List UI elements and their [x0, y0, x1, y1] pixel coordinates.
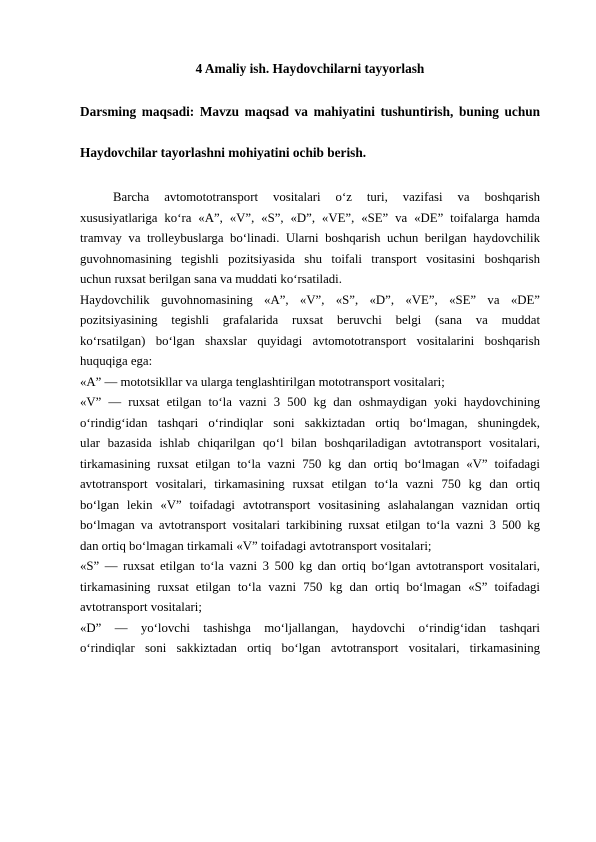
paragraph-line: guvohnomasining tegishli pozitsiyasida shu toifali transport vositasini boshqarish — [80, 251, 540, 266]
paragraph-line: «S” — ruxsat etilgan to‘la vazni 3 500 kg dan ortiq bo‘lgan avtotransport vositalari, — [80, 559, 540, 573]
paragraph-line: huquqiga ega: — [80, 354, 153, 368]
paragraph-line: avtotransport vositalari, tirkamasining ruxsat etilgan to‘la vazni 750 kg dan ortiq — [80, 477, 540, 491]
paragraph-line: uchun ruxsat berilgan sana va muddati ko‘rsatiladi. — [80, 272, 342, 286]
paragraph-line: tirkamasining ruxsat etilgan to‘la vazni 750 kg dan ortiq bo‘lmagan «S” toifadagi — [80, 579, 540, 594]
paragraph-line: xususiyatlariga ko‘ra «A”, «V”, «S”, «D”, «VE”, «SE” va «DE” toifalarga hamda — [80, 210, 540, 225]
paragraph-line: Barcha avtomototransport vositalari o‘z turi, vazifasi va boshqarish — [113, 190, 540, 204]
paragraph-line: «A” — mototsikllar va ularga tenglashtirilgan mototransport vositalari; — [80, 374, 445, 389]
body-text — [80, 187, 540, 659]
paragraph-line: dan ortiq bo‘lmagan tirkamali «V” toifadagi avtotransport vositalari; — [80, 538, 432, 553]
paragraph-line: ko‘rsatilgan) bo‘lgan shaxslar quyidagi avtomototransport vositalarini boshqarish — [80, 333, 540, 348]
page-title: 4 Amaliy ish. Haydovchilarni tayyorlash — [195, 61, 425, 76]
paragraph-line: tirkamasining ruxsat etilgan to‘la vazni 750 kg dan ortiq bo‘lmagan «V” toifadagi — [80, 456, 540, 471]
paragraph-line: avtotransport vositalari; — [80, 600, 202, 614]
paragraph-line: Haydovchilik guvohnomasining «A”, «V”, «S”, «D”, «VE”, «SE” va «DE” — [80, 292, 540, 307]
paragraph-line: ular bazasida ishlab chiqarilgan qo‘l bilan boshqariladigan avtotransport vositalari, — [80, 436, 540, 450]
paragraph-line: bo‘lmagan va avtotransport vositalari tarkibining ruxsat etilgan to‘la vazni 3 500 kg — [80, 518, 540, 532]
paragraph-line: «V” — ruxsat etilgan to‘la vazni 3 500 kg dan oshmaydigan yoki haydovchining — [80, 395, 540, 409]
paragraph-line: o‘rindig‘idan tashqari o‘rindiqlar soni sakkiztadan ortiq bo‘lmagan, shuningdek, — [80, 415, 540, 430]
paragraph-line: «D” — yo‘lovchi tashishga mo‘ljallangan, haydovchi o‘rindig‘idan tashqari — [80, 620, 540, 635]
paragraph-line: bo‘lgan lekin «V” toifadagi avtotransport vositasining aslahalangan vaznidan ortiq — [80, 497, 540, 512]
paragraph-line: pozitsiyasining tegishli grafalarida ruxsat beruvchi belgi (sana va muddat — [80, 313, 540, 327]
lesson-objective — [80, 103, 540, 161]
objective-line: Darsming maqsadi: Mavzu maqsad va mahiyatini tushuntirish, buning uchun — [80, 104, 540, 119]
paragraph-line: o‘rindiqlar soni sakkiztadan ortiq bo‘lgan avtotransport vositalari, tirkamasining — [80, 641, 540, 655]
paragraph-line: tramvay va trolleybuslarga bo‘linadi. Ularni boshqarish uchun berilgan haydovchilik — [80, 231, 540, 245]
objective-line: Haydovchilar tayorlashni mohiyatini ochib berish. — [80, 145, 367, 160]
